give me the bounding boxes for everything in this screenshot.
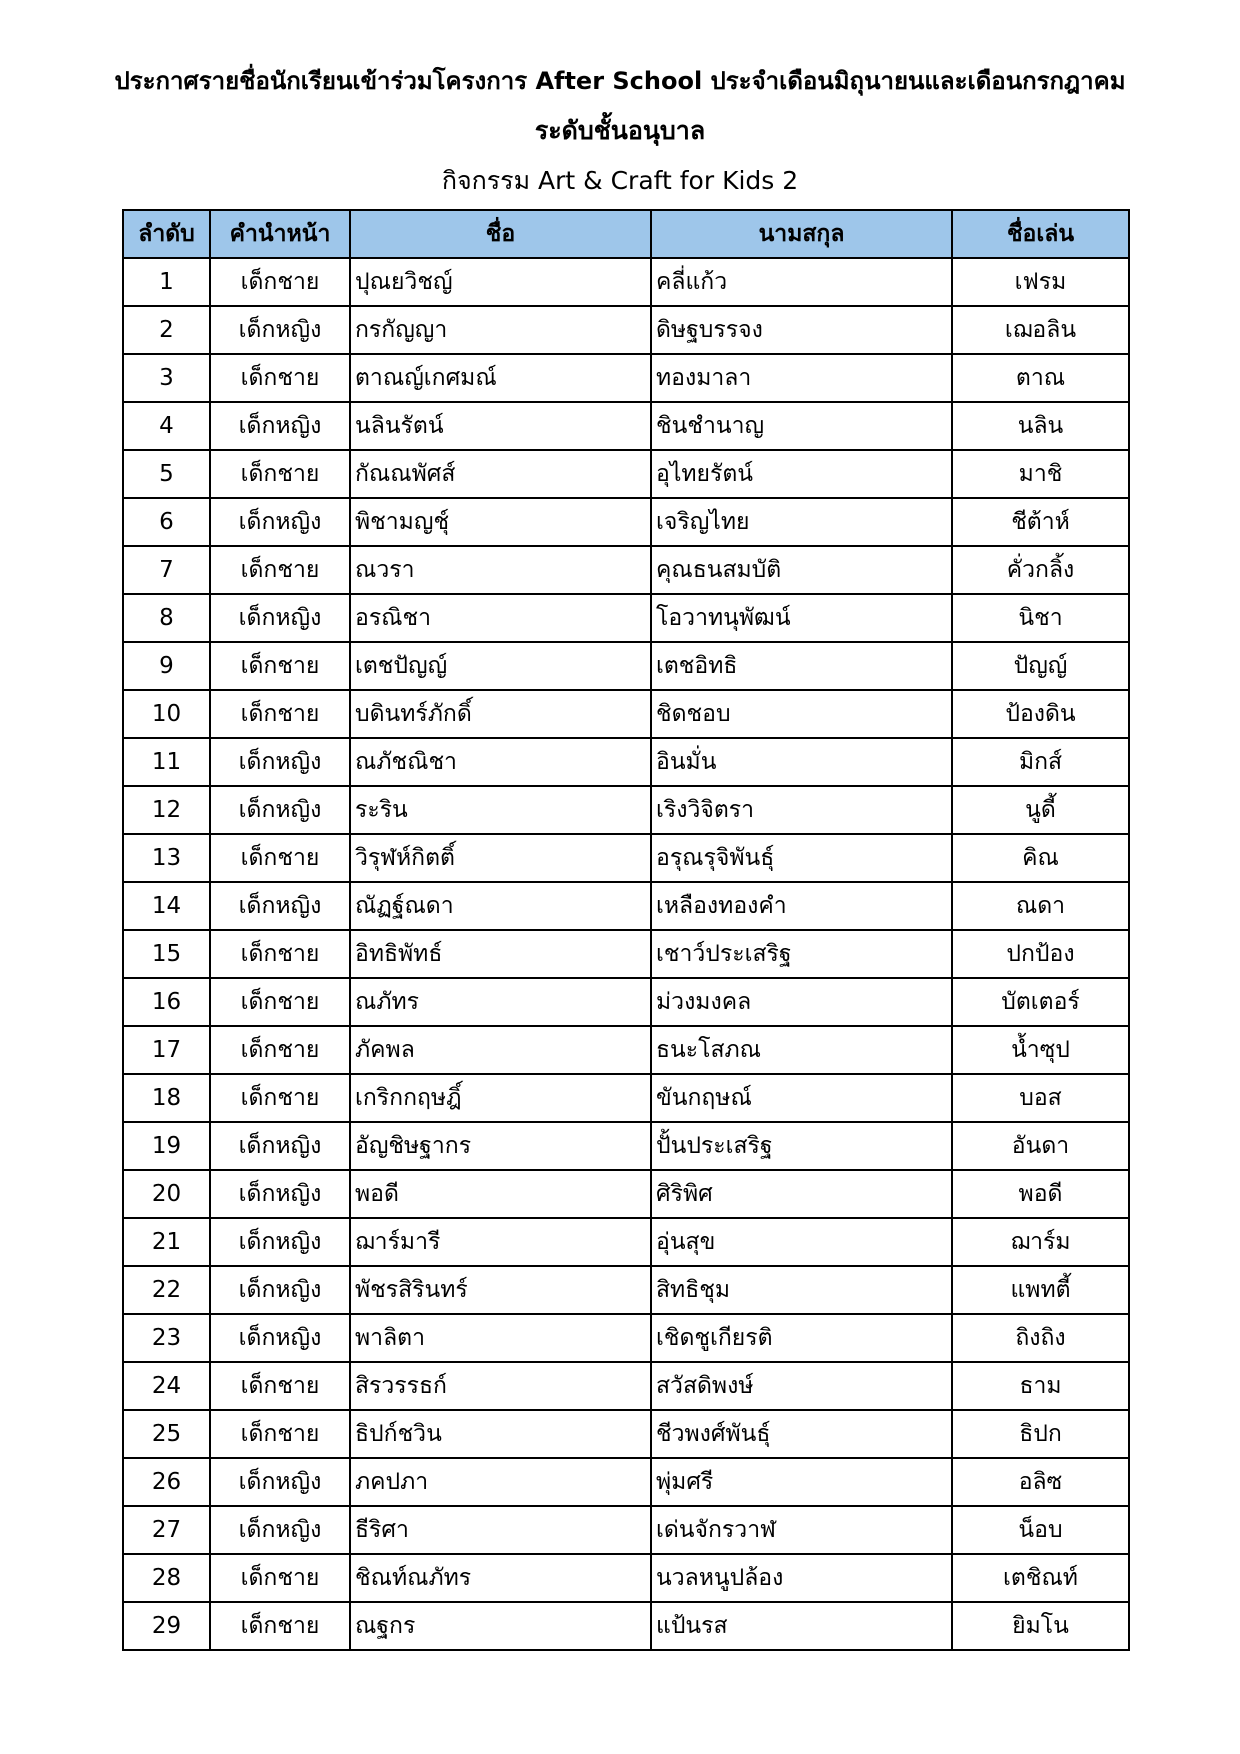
cell-nickname: น็อบ bbox=[952, 1506, 1129, 1554]
student-list-table bbox=[122, 209, 1130, 1651]
table-row bbox=[123, 978, 1129, 1026]
cell-prefix: เด็กชาย bbox=[210, 354, 350, 402]
cell-nickname: ชีต้าห์ bbox=[952, 498, 1129, 546]
table-row bbox=[123, 1506, 1129, 1554]
cell-prefix: เด็กหญิง bbox=[210, 1314, 350, 1362]
cell-prefix: เด็กชาย bbox=[210, 978, 350, 1026]
table-row bbox=[123, 450, 1129, 498]
cell-last-name: สวัสดิพงษ์ bbox=[651, 1362, 952, 1410]
cell-prefix: เด็กชาย bbox=[210, 258, 350, 306]
cell-last-name: ขันกฤษณ์ bbox=[651, 1074, 952, 1122]
cell-prefix: เด็กชาย bbox=[210, 642, 350, 690]
cell-nickname: น้ำซุป bbox=[952, 1026, 1129, 1074]
cell-order: 7 bbox=[123, 546, 210, 594]
cell-first-name: ตาณญ์เกศมณ์ bbox=[350, 354, 651, 402]
cell-first-name: ระริน bbox=[350, 786, 651, 834]
cell-nickname: ยิมโน bbox=[952, 1602, 1129, 1650]
cell-prefix: เด็กชาย bbox=[210, 1410, 350, 1458]
cell-nickname: ป้องดิน bbox=[952, 690, 1129, 738]
cell-prefix: เด็กชาย bbox=[210, 1074, 350, 1122]
table-row bbox=[123, 354, 1129, 402]
cell-first-name: นลินรัตน์ bbox=[350, 402, 651, 450]
header-first-name: ชื่อ bbox=[350, 210, 651, 258]
cell-nickname: อันดา bbox=[952, 1122, 1129, 1170]
cell-last-name: ชินชำนาญ bbox=[651, 402, 952, 450]
table-row bbox=[123, 642, 1129, 690]
cell-last-name: คุณธนสมบัติ bbox=[651, 546, 952, 594]
table-row bbox=[123, 1314, 1129, 1362]
table-row bbox=[123, 1362, 1129, 1410]
cell-nickname: แพทตี้ bbox=[952, 1266, 1129, 1314]
cell-last-name: เชาว์ประเสริฐ bbox=[651, 930, 952, 978]
cell-order: 12 bbox=[123, 786, 210, 834]
cell-nickname: อลิซ bbox=[952, 1458, 1129, 1506]
cell-first-name: ภคปภา bbox=[350, 1458, 651, 1506]
cell-nickname: ณดา bbox=[952, 882, 1129, 930]
cell-prefix: เด็กหญิง bbox=[210, 1170, 350, 1218]
cell-nickname: นิชา bbox=[952, 594, 1129, 642]
cell-nickname: ฌาร์ม bbox=[952, 1218, 1129, 1266]
cell-order: 26 bbox=[123, 1458, 210, 1506]
cell-first-name: กัณณพัศส์ bbox=[350, 450, 651, 498]
cell-nickname: ปัญญ์ bbox=[952, 642, 1129, 690]
cell-first-name: ณฐกร bbox=[350, 1602, 651, 1650]
table-row bbox=[123, 1218, 1129, 1266]
header-prefix: คำนำหน้า bbox=[210, 210, 350, 258]
cell-first-name: พอดี bbox=[350, 1170, 651, 1218]
table-row bbox=[123, 882, 1129, 930]
cell-nickname: นูดี้ bbox=[952, 786, 1129, 834]
header-order: ลำดับ bbox=[123, 210, 210, 258]
cell-last-name: เชิดชูเกียรติ bbox=[651, 1314, 952, 1362]
cell-prefix: เด็กหญิง bbox=[210, 1458, 350, 1506]
cell-last-name: ม่วงมงคล bbox=[651, 978, 952, 1026]
table-row bbox=[123, 1602, 1129, 1650]
cell-first-name: ณภัชณิชา bbox=[350, 738, 651, 786]
cell-order: 23 bbox=[123, 1314, 210, 1362]
cell-nickname: บอส bbox=[952, 1074, 1129, 1122]
cell-first-name: พิชามญชุ์ bbox=[350, 498, 651, 546]
cell-prefix: เด็กชาย bbox=[210, 1362, 350, 1410]
cell-first-name: เกริกกฤษฎิ์ bbox=[350, 1074, 651, 1122]
cell-nickname: เฟรม bbox=[952, 258, 1129, 306]
cell-last-name: ดิษฐบรรจง bbox=[651, 306, 952, 354]
cell-order: 25 bbox=[123, 1410, 210, 1458]
cell-order: 18 bbox=[123, 1074, 210, 1122]
table-row bbox=[123, 306, 1129, 354]
cell-nickname: บัตเตอร์ bbox=[952, 978, 1129, 1026]
table-row bbox=[123, 1026, 1129, 1074]
table-row bbox=[123, 1410, 1129, 1458]
cell-nickname: ถิงถิง bbox=[952, 1314, 1129, 1362]
cell-last-name: อินมั่น bbox=[651, 738, 952, 786]
cell-prefix: เด็กชาย bbox=[210, 450, 350, 498]
cell-order: 17 bbox=[123, 1026, 210, 1074]
cell-last-name: โอวาทนุพัฒน์ bbox=[651, 594, 952, 642]
header-last-name: นามสกุล bbox=[651, 210, 952, 258]
cell-last-name: พุ่มศรี bbox=[651, 1458, 952, 1506]
cell-last-name: ธนะโสภณ bbox=[651, 1026, 952, 1074]
cell-order: 16 bbox=[123, 978, 210, 1026]
cell-prefix: เด็กหญิง bbox=[210, 594, 350, 642]
cell-order: 5 bbox=[123, 450, 210, 498]
cell-prefix: เด็กชาย bbox=[210, 930, 350, 978]
cell-prefix: เด็กชาย bbox=[210, 1602, 350, 1650]
cell-first-name: ปุณยวิชญ์ bbox=[350, 258, 651, 306]
cell-prefix: เด็กชาย bbox=[210, 546, 350, 594]
cell-first-name: อรณิชา bbox=[350, 594, 651, 642]
cell-first-name: กรกัญญา bbox=[350, 306, 651, 354]
header-nickname: ชื่อเล่น bbox=[952, 210, 1129, 258]
cell-last-name: สิทธิชุม bbox=[651, 1266, 952, 1314]
cell-nickname: ปกป้อง bbox=[952, 930, 1129, 978]
table-row bbox=[123, 498, 1129, 546]
cell-prefix: เด็กชาย bbox=[210, 690, 350, 738]
cell-prefix: เด็กหญิง bbox=[210, 882, 350, 930]
table-row bbox=[123, 738, 1129, 786]
cell-nickname: คั่วกลิ้ง bbox=[952, 546, 1129, 594]
cell-prefix: เด็กชาย bbox=[210, 1026, 350, 1074]
cell-last-name: ทองมาลา bbox=[651, 354, 952, 402]
cell-last-name: ชิดชอบ bbox=[651, 690, 952, 738]
cell-prefix: เด็กหญิง bbox=[210, 1266, 350, 1314]
cell-order: 2 bbox=[123, 306, 210, 354]
cell-prefix: เด็กหญิง bbox=[210, 1218, 350, 1266]
cell-order: 24 bbox=[123, 1362, 210, 1410]
cell-order: 14 bbox=[123, 882, 210, 930]
cell-order: 21 bbox=[123, 1218, 210, 1266]
cell-first-name: พัชรสิรินทร์ bbox=[350, 1266, 651, 1314]
cell-last-name: เจริญไทย bbox=[651, 498, 952, 546]
cell-first-name: สิรวรรธก์ bbox=[350, 1362, 651, 1410]
cell-first-name: ณวรา bbox=[350, 546, 651, 594]
cell-order: 22 bbox=[123, 1266, 210, 1314]
cell-nickname: ตาณ bbox=[952, 354, 1129, 402]
table-row bbox=[123, 1266, 1129, 1314]
cell-order: 28 bbox=[123, 1554, 210, 1602]
announcement-title: ประกาศรายชื่อนักเรียนเข้าร่วมโครงการ After School ประจำเดือนมิถุนายนและเดือนกรกฎาคม bbox=[114, 67, 1126, 95]
cell-order: 10 bbox=[123, 690, 210, 738]
table-row bbox=[123, 258, 1129, 306]
table-row bbox=[123, 930, 1129, 978]
cell-prefix: เด็กหญิง bbox=[210, 402, 350, 450]
table-row bbox=[123, 786, 1129, 834]
cell-order: 19 bbox=[123, 1122, 210, 1170]
cell-last-name: เด่นจักรวาฬ bbox=[651, 1506, 952, 1554]
cell-prefix: เด็กหญิง bbox=[210, 738, 350, 786]
cell-first-name: เตชปัญญ์ bbox=[350, 642, 651, 690]
cell-prefix: เด็กหญิง bbox=[210, 786, 350, 834]
cell-last-name: ศิริพิศ bbox=[651, 1170, 952, 1218]
cell-prefix: เด็กหญิง bbox=[210, 1506, 350, 1554]
table-body bbox=[123, 258, 1129, 1650]
cell-nickname: นลิน bbox=[952, 402, 1129, 450]
table-row bbox=[123, 546, 1129, 594]
cell-last-name: นวลหนูปล้อง bbox=[651, 1554, 952, 1602]
document-header bbox=[0, 56, 1240, 206]
cell-nickname: พอดี bbox=[952, 1170, 1129, 1218]
cell-order: 20 bbox=[123, 1170, 210, 1218]
level-title: ระดับชั้นอนุบาล bbox=[534, 116, 706, 145]
cell-order: 1 bbox=[123, 258, 210, 306]
cell-last-name: เตชอิทธิ bbox=[651, 642, 952, 690]
cell-first-name: ธิปก์ชวิน bbox=[350, 1410, 651, 1458]
activity-title: กิจกรรม Art & Craft for Kids 2 bbox=[441, 166, 799, 195]
cell-order: 4 bbox=[123, 402, 210, 450]
table-row bbox=[123, 402, 1129, 450]
cell-first-name: อัญชิษฐากร bbox=[350, 1122, 651, 1170]
cell-nickname: ธาม bbox=[952, 1362, 1129, 1410]
cell-prefix: เด็กหญิง bbox=[210, 1122, 350, 1170]
cell-order: 6 bbox=[123, 498, 210, 546]
table-row bbox=[123, 1074, 1129, 1122]
table-row bbox=[123, 690, 1129, 738]
table-row bbox=[123, 834, 1129, 882]
cell-first-name: วิรุฬห์กิตติ์ bbox=[350, 834, 651, 882]
cell-order: 27 bbox=[123, 1506, 210, 1554]
cell-order: 8 bbox=[123, 594, 210, 642]
cell-order: 9 bbox=[123, 642, 210, 690]
cell-prefix: เด็กชาย bbox=[210, 1554, 350, 1602]
cell-first-name: ณัฏฐ์ณดา bbox=[350, 882, 651, 930]
cell-last-name: อรุณรุจิพันธุ์ bbox=[651, 834, 952, 882]
cell-order: 13 bbox=[123, 834, 210, 882]
cell-last-name: อุไทยรัตน์ bbox=[651, 450, 952, 498]
cell-nickname: เตชิณท์ bbox=[952, 1554, 1129, 1602]
cell-first-name: พาลิตา bbox=[350, 1314, 651, 1362]
cell-nickname: เฌอลิน bbox=[952, 306, 1129, 354]
cell-first-name: อิทธิพัทธ์ bbox=[350, 930, 651, 978]
table-row bbox=[123, 594, 1129, 642]
table-row bbox=[123, 1122, 1129, 1170]
cell-order: 11 bbox=[123, 738, 210, 786]
cell-prefix: เด็กหญิง bbox=[210, 498, 350, 546]
table-row bbox=[123, 1458, 1129, 1506]
cell-last-name: ปั้นประเสริฐ bbox=[651, 1122, 952, 1170]
cell-order: 3 bbox=[123, 354, 210, 402]
cell-last-name: แป้นรส bbox=[651, 1602, 952, 1650]
cell-last-name: อุ่นสุข bbox=[651, 1218, 952, 1266]
cell-prefix: เด็กหญิง bbox=[210, 306, 350, 354]
cell-nickname: มิกส์ bbox=[952, 738, 1129, 786]
cell-first-name: ธีริศา bbox=[350, 1506, 651, 1554]
cell-last-name: ชีวพงศ์พันธุ์ bbox=[651, 1410, 952, 1458]
cell-last-name: เหลืองทองคำ bbox=[651, 882, 952, 930]
cell-nickname: ธิปก bbox=[952, 1410, 1129, 1458]
table-row bbox=[123, 1554, 1129, 1602]
cell-first-name: ฌาร์มารี bbox=[350, 1218, 651, 1266]
cell-last-name: คลี่แก้ว bbox=[651, 258, 952, 306]
cell-order: 15 bbox=[123, 930, 210, 978]
table-row bbox=[123, 1170, 1129, 1218]
cell-first-name: บดินทร์ภักดิ์ bbox=[350, 690, 651, 738]
cell-order: 29 bbox=[123, 1602, 210, 1650]
cell-first-name: ณภัทร bbox=[350, 978, 651, 1026]
cell-first-name: ภัคพล bbox=[350, 1026, 651, 1074]
table-header-row bbox=[123, 210, 1129, 258]
cell-nickname: คิณ bbox=[952, 834, 1129, 882]
cell-first-name: ชิณท์ณภัทร bbox=[350, 1554, 651, 1602]
cell-last-name: เริงวิจิตรา bbox=[651, 786, 952, 834]
cell-prefix: เด็กชาย bbox=[210, 834, 350, 882]
cell-nickname: มาชิ bbox=[952, 450, 1129, 498]
